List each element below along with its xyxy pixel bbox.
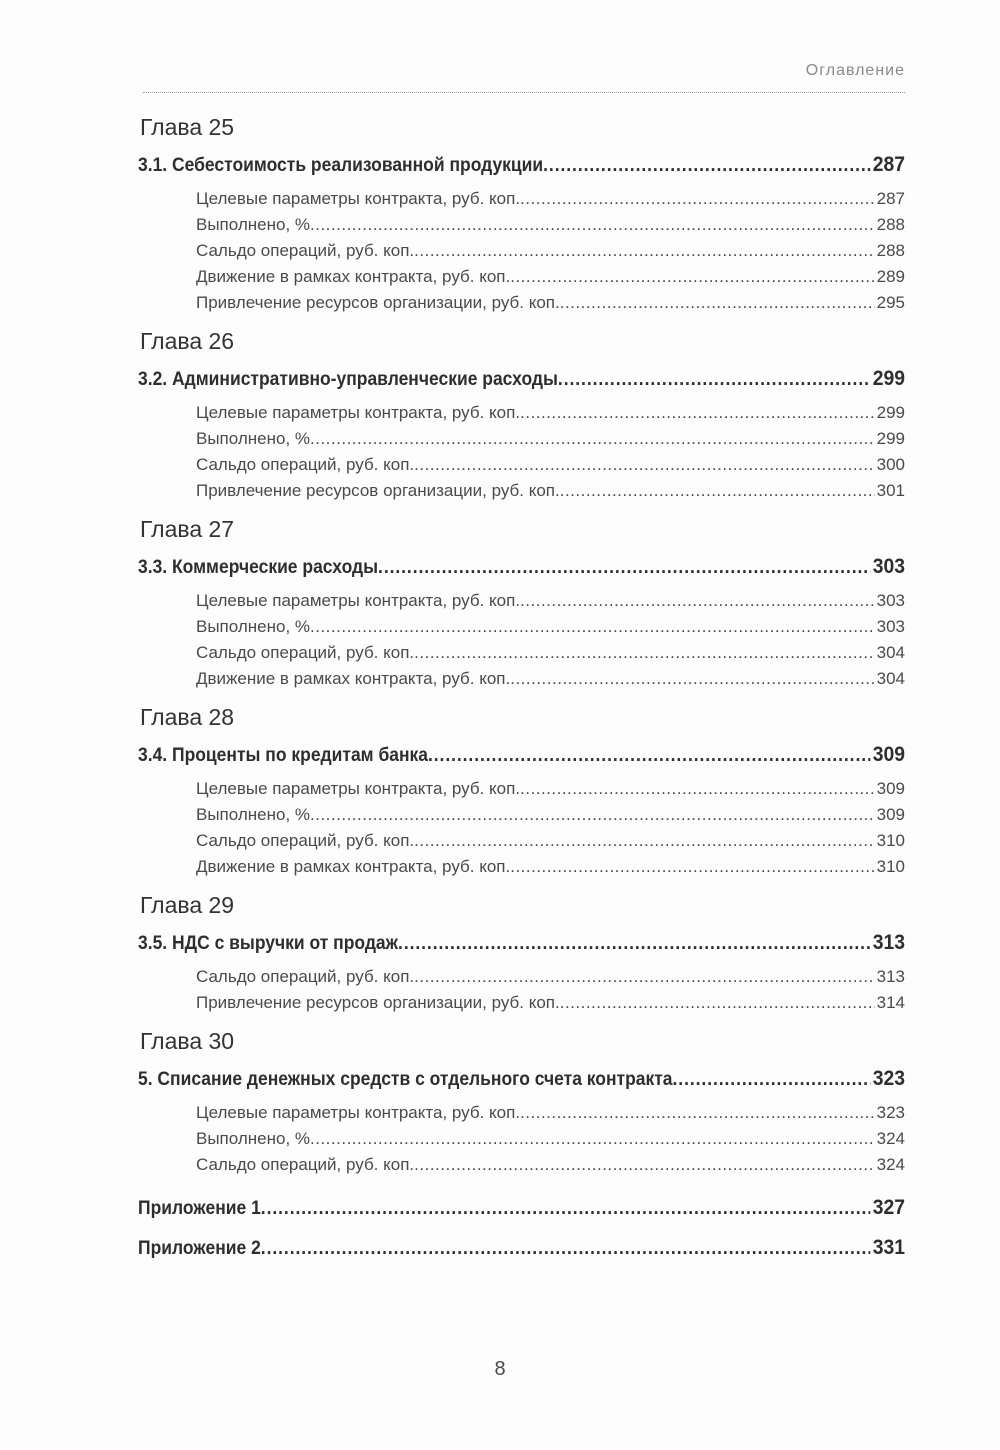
toc-subentry-page: 304 <box>876 669 905 688</box>
toc-subentry[interactable] <box>196 400 905 426</box>
toc-section-entry-page: 287 <box>872 153 906 176</box>
toc-section-entry[interactable] <box>138 738 905 772</box>
toc-subentry-label: Выполнено, % <box>196 1129 311 1148</box>
dot-leader <box>414 452 874 478</box>
toc-subentry-label: Привлечение ресурсов организации, руб. коп. <box>196 993 560 1012</box>
toc-subentry-list <box>138 776 905 880</box>
toc-subentry[interactable] <box>196 990 905 1016</box>
toc-appendix-entry-page: 327 <box>872 1196 906 1219</box>
toc-section-entry-page: 313 <box>872 931 906 954</box>
toc-section-entry-label: 3.2. Административно-управленческие расходы <box>138 369 558 390</box>
toc-chapter-group <box>138 112 905 316</box>
dot-leader <box>560 478 875 504</box>
toc-subentry[interactable] <box>196 640 905 666</box>
toc-subentry-label: Целевые параметры контракта, руб. коп. <box>196 591 521 610</box>
toc-section-entry-label: 3.1. Себестоимость реализованной продукции <box>138 155 544 176</box>
toc-subentry-label: Целевые параметры контракта, руб. коп. <box>196 779 521 798</box>
toc-subentry-page: 299 <box>876 403 905 422</box>
toc-subentry-list <box>138 400 905 504</box>
running-title: Оглавление <box>805 62 905 79</box>
dot-leader <box>558 363 870 396</box>
dot-leader <box>673 1063 870 1096</box>
toc-subentry[interactable] <box>196 238 905 264</box>
toc-subentry-page: 310 <box>876 831 905 850</box>
dot-leader <box>510 854 874 880</box>
toc-subentry[interactable] <box>196 588 905 614</box>
toc-subentry-label: Выполнено, % <box>196 805 311 824</box>
toc-subentry[interactable] <box>196 854 905 880</box>
page-number: 8 <box>494 1358 506 1380</box>
toc-subentry-label: Сальдо операций, руб. коп. <box>196 1155 415 1174</box>
toc-subentry[interactable] <box>196 776 905 802</box>
toc-subentry-page: 309 <box>876 805 905 824</box>
dot-leader <box>310 1126 875 1152</box>
toc-appendix-entry-label: Приложение 1 <box>138 1198 261 1219</box>
dot-leader <box>261 1189 870 1228</box>
toc-subentry-page: 313 <box>876 967 905 986</box>
dot-leader <box>520 186 875 212</box>
toc-section-entry[interactable] <box>138 148 905 182</box>
toc-subentry-list <box>138 964 905 1016</box>
toc-subentry[interactable] <box>196 1152 905 1178</box>
toc-subentry-page: 303 <box>876 617 905 636</box>
toc-subentry-page: 299 <box>876 429 905 448</box>
toc-subentry-page: 288 <box>876 215 905 234</box>
toc-subentry[interactable] <box>196 290 905 316</box>
toc-subentry-page: 323 <box>876 1103 905 1122</box>
toc-subentry-list <box>138 186 905 316</box>
dot-leader <box>310 614 875 640</box>
toc-subentry-page: 303 <box>876 591 905 610</box>
toc-section-entry-page: 299 <box>872 367 906 390</box>
dot-leader <box>520 400 875 426</box>
toc-section-entry-label: 3.3. Коммерческие расходы <box>138 557 379 578</box>
toc-subentry[interactable] <box>196 666 905 692</box>
toc-section-entry-label: 5. Списание денежных средств с отдельного счета контракта <box>138 1069 673 1090</box>
header-divider <box>143 92 905 93</box>
toc-section-entry-label: 3.4. Проценты по кредитам банка <box>138 745 429 766</box>
dot-leader <box>520 1100 875 1126</box>
toc-subentry[interactable] <box>196 212 905 238</box>
toc-appendix-entry-label: Приложение 2 <box>138 1238 261 1259</box>
toc-subentry[interactable] <box>196 1100 905 1126</box>
toc-subentry-label: Целевые параметры контракта, руб. коп. <box>196 1103 521 1122</box>
toc-subentry-page: 300 <box>876 455 905 474</box>
dot-leader <box>414 640 874 666</box>
toc-subentry-label: Сальдо операций, руб. коп. <box>196 967 415 986</box>
toc-subentry-label: Выполнено, % <box>196 429 311 448</box>
toc-appendix-entry-page: 331 <box>872 1236 906 1259</box>
toc-appendix-entry[interactable] <box>138 1228 905 1268</box>
toc-subentry-page: 287 <box>876 189 905 208</box>
chapter-heading: Глава 26 <box>140 328 235 354</box>
toc-subentry-label: Движение в рамках контракта, руб. коп. <box>196 267 511 286</box>
toc-subentry-page: 314 <box>876 993 905 1012</box>
chapter-heading: Глава 30 <box>140 1028 235 1054</box>
toc-subentry-page: 309 <box>876 779 905 798</box>
dot-leader <box>378 551 870 584</box>
toc-section-entry-page: 303 <box>872 555 906 578</box>
dot-leader <box>520 776 875 802</box>
toc-subentry-page: 310 <box>876 857 905 876</box>
toc-subentry[interactable] <box>196 1126 905 1152</box>
toc-subentry-page: 301 <box>876 481 905 500</box>
toc-subentry-list <box>138 588 905 692</box>
dot-leader <box>428 739 870 772</box>
toc-subentry[interactable] <box>196 614 905 640</box>
toc-subentry-page: 324 <box>876 1129 905 1148</box>
toc-subentry-list <box>138 1100 905 1178</box>
toc-chapter-group <box>138 702 905 880</box>
toc-section-entry[interactable] <box>138 926 905 960</box>
chapter-heading: Глава 29 <box>140 892 235 918</box>
toc-section-entry[interactable] <box>138 1062 905 1096</box>
dot-leader <box>560 290 875 316</box>
toc-subentry[interactable] <box>196 828 905 854</box>
toc-chapter-group <box>138 1026 905 1178</box>
dot-leader <box>310 426 875 452</box>
toc-subentry[interactable] <box>196 478 905 504</box>
chapter-heading: Глава 28 <box>140 704 235 730</box>
toc-subentry-label: Сальдо операций, руб. коп. <box>196 831 415 850</box>
toc-chapter-group <box>138 514 905 692</box>
toc-subentry[interactable] <box>196 452 905 478</box>
toc-subentry[interactable] <box>196 964 905 990</box>
dot-leader <box>510 264 874 290</box>
dot-leader <box>310 212 875 238</box>
toc-subentry-label: Сальдо операций, руб. коп. <box>196 643 415 662</box>
toc-subentry-label: Привлечение ресурсов организации, руб. коп. <box>196 293 560 312</box>
dot-leader <box>261 1229 870 1268</box>
toc-section-entry-page: 323 <box>872 1067 906 1090</box>
toc-subentry-page: 304 <box>876 643 905 662</box>
toc-chapter-group <box>138 326 905 504</box>
dot-leader <box>510 666 874 692</box>
toc-section-entry-label: 3.5. НДС с выручки от продаж <box>138 933 399 954</box>
toc-chapter-group <box>138 890 905 1016</box>
toc-subentry-page: 289 <box>876 267 905 286</box>
toc-subentry-label: Целевые параметры контракта, руб. коп. <box>196 403 521 422</box>
toc-subentry-label: Сальдо операций, руб. коп. <box>196 241 415 260</box>
dot-leader <box>414 828 874 854</box>
table-of-contents <box>138 112 905 1268</box>
chapter-heading: Глава 25 <box>140 114 235 140</box>
dot-leader <box>414 964 874 990</box>
toc-subentry-label: Целевые параметры контракта, руб. коп. <box>196 189 521 208</box>
dot-leader <box>414 238 874 264</box>
dot-leader <box>310 802 875 828</box>
toc-section-entry[interactable] <box>138 550 905 584</box>
toc-section-entry-page: 309 <box>872 743 906 766</box>
dot-leader <box>560 990 875 1016</box>
dot-leader <box>414 1152 874 1178</box>
toc-subentry-label: Выполнено, % <box>196 617 311 636</box>
toc-subentry-page: 324 <box>876 1155 905 1174</box>
dot-leader <box>543 149 870 182</box>
toc-subentry[interactable] <box>196 426 905 452</box>
toc-subentry-label: Движение в рамках контракта, руб. коп. <box>196 857 511 876</box>
toc-subentry-label: Выполнено, % <box>196 215 311 234</box>
toc-section-entry[interactable] <box>138 362 905 396</box>
toc-subentry-label: Сальдо операций, руб. коп. <box>196 455 415 474</box>
toc-appendix-entry[interactable] <box>138 1188 905 1228</box>
toc-subentry[interactable] <box>196 264 905 290</box>
toc-subentry-label: Привлечение ресурсов организации, руб. коп. <box>196 481 560 500</box>
chapter-heading: Глава 27 <box>140 516 235 542</box>
dot-leader <box>520 588 875 614</box>
dot-leader <box>398 927 870 960</box>
toc-subentry-page: 295 <box>876 293 905 312</box>
toc-subentry[interactable] <box>196 186 905 212</box>
toc-subentry-page: 288 <box>876 241 905 260</box>
toc-subentry-label: Движение в рамках контракта, руб. коп. <box>196 669 511 688</box>
toc-subentry[interactable] <box>196 802 905 828</box>
